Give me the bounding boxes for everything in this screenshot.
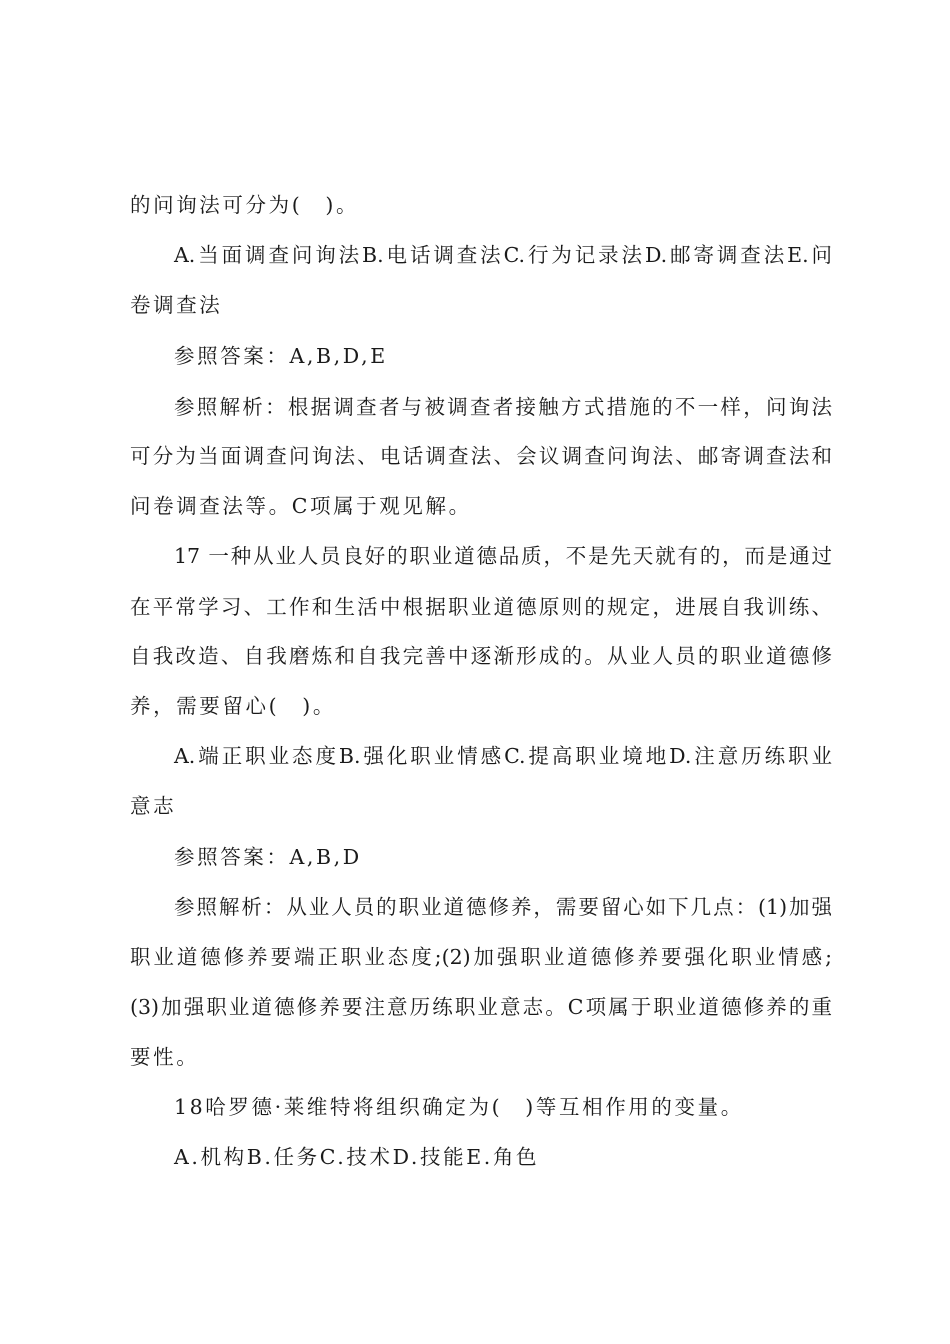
- q17-stem-line-4: 养，需要留心( )。: [130, 694, 336, 718]
- q16-analysis-line-3: 问卷调查法等。C项属于观见解。: [130, 494, 472, 518]
- q17-analysis-line-4: 要性。: [130, 1045, 200, 1069]
- q17-analysis-line-3: (3)加强职业道德修养要注意历练职业意志。C项属于职业道德修养的重: [130, 995, 832, 1019]
- q18-options: A.机构B.任务C.技术D.技能E.角色: [174, 1145, 540, 1169]
- q16-analysis-line-2: 可分为当面调查问询法、电话调查法、会议调查问询法、邮寄调查法和: [130, 444, 832, 468]
- q16-stem-tail: 的问询法可分为( )。: [130, 193, 360, 217]
- q16-answer: 参照答案：A,B,D,E: [174, 344, 388, 368]
- q17-options-line-2: 意志: [130, 794, 177, 818]
- q17-stem-line-1: 17 一种从业人员良好的职业道德品质，不是先天就有的，而是通过: [174, 544, 832, 568]
- q17-stem-line-3: 自我改造、自我磨炼和自我完善中逐渐形成的。从业人员的职业道德修: [130, 644, 832, 668]
- q17-stem-line-2: 在平常学习、工作和生活中根据职业道德原则的规定，进展自我训练、: [130, 595, 832, 619]
- q17-answer: 参照答案：A,B,D: [174, 845, 362, 869]
- q16-analysis-line-1: 参照解析：根据调查者与被调查者接触方式措施的不一样，问询法: [174, 395, 832, 419]
- q16-options-line-1: A.当面调查问询法B.电话调查法C.行为记录法D.邮寄调查法E.问: [174, 243, 832, 267]
- q18-stem: 18哈罗德·莱维特将组织确定为( )等互相作用的变量。: [174, 1095, 744, 1119]
- q17-analysis-line-1: 参照解析：从业人员的职业道德修养，需要留心如下几点：(1)加强: [174, 895, 832, 919]
- q17-options-line-1: A.端正职业态度B.强化职业情感C.提高职业境地D.注意历练职业: [174, 744, 832, 768]
- q16-options-line-2: 卷调查法: [130, 293, 223, 317]
- q17-analysis-line-2: 职业道德修养要端正职业态度;(2)加强职业道德修养要强化职业情感;: [130, 945, 832, 969]
